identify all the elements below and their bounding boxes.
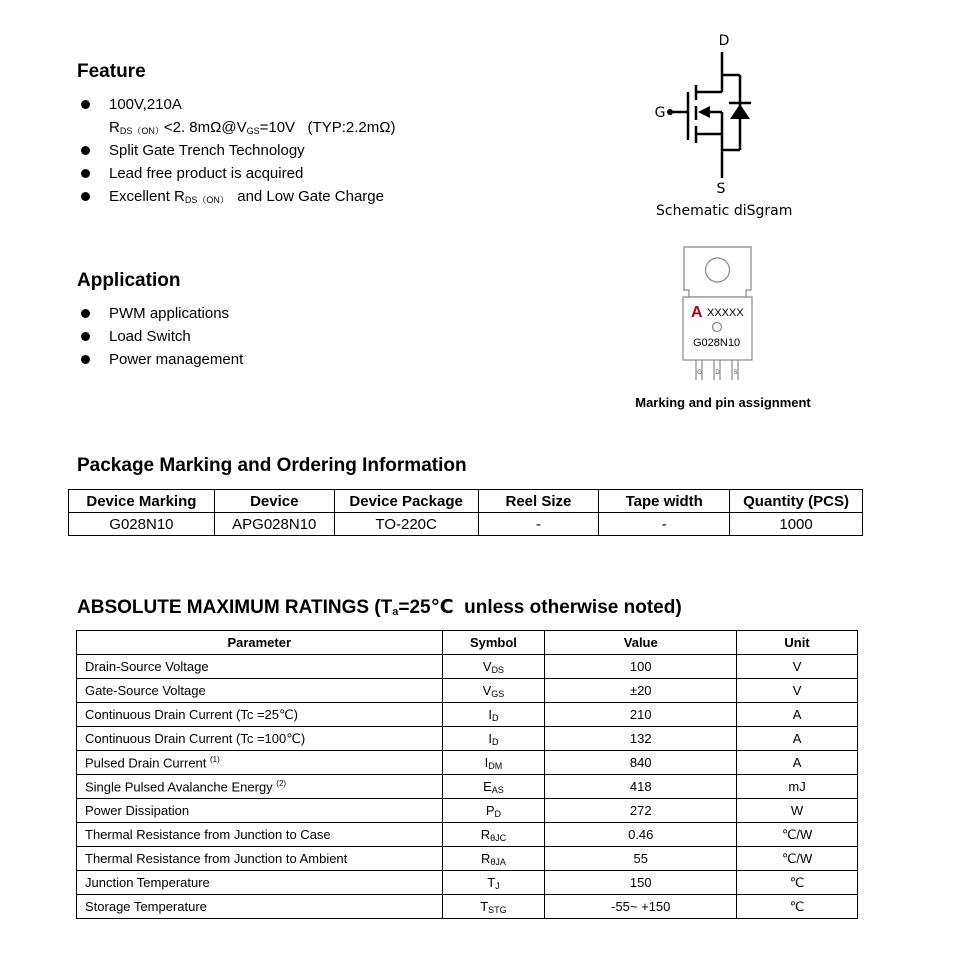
package-drawing [680, 245, 755, 385]
ratings-header: Unit [737, 631, 858, 655]
value-cell: 150 [545, 871, 737, 895]
drain-label: D [718, 33, 730, 49]
feature-item: Split Gate Trench Technology [77, 139, 395, 162]
application-item: Power management [77, 348, 243, 371]
ordering-cell: 1000 [730, 513, 863, 536]
param-cell: Single Pulsed Avalanche Energy $^{(2)}$ [77, 775, 443, 799]
gate-label: G [654, 105, 666, 121]
ordering-header: Device [214, 490, 334, 513]
symbol-cell: ID [442, 727, 545, 751]
symbol-cell: PD [442, 799, 545, 823]
ratings-row [77, 775, 858, 799]
ratings-row [77, 823, 858, 847]
pin-label-d: D [715, 370, 720, 376]
feature-title: Feature [77, 61, 146, 82]
unit-cell: mJ [737, 775, 858, 799]
package-part: G028N10 [693, 337, 741, 349]
pin-label-s: S [733, 370, 738, 376]
unit-cell: ℃/W [737, 847, 858, 871]
ratings-header-row [77, 631, 858, 655]
unit-cell: A [737, 727, 858, 751]
symbol-cell: TJ [442, 871, 545, 895]
unit-cell: ℃ [737, 871, 858, 895]
symbol-cell: VDS [442, 655, 545, 679]
ratings-header: Parameter [77, 631, 443, 655]
value-cell: 100 [545, 655, 737, 679]
symbol-cell: IDM [442, 751, 545, 775]
brand-logo: A [691, 304, 703, 321]
ordering-row [69, 513, 863, 536]
ordering-cell: G028N10 [69, 513, 215, 536]
symbol-cell: EAS [442, 775, 545, 799]
unit-cell: W [737, 799, 858, 823]
mosfet-schematic-icon [640, 30, 810, 200]
ordering-table [68, 489, 863, 536]
param-cell: Gate-Source Voltage [77, 679, 443, 703]
value-cell: ±20 [545, 679, 737, 703]
schematic-diagram [640, 30, 810, 225]
param-cell: Storage Temperature [77, 895, 443, 919]
unit-cell: ℃/W [737, 823, 858, 847]
ratings-table [76, 630, 858, 919]
ordering-cell: - [478, 513, 599, 536]
ordering-title: Package Marking and Ordering Information [77, 455, 467, 476]
symbol-cell: RθJC [442, 823, 545, 847]
ratings-row [77, 655, 858, 679]
symbol-cell: VGS [442, 679, 545, 703]
value-cell: 55 [545, 847, 737, 871]
symbol-cell: RθJA [442, 847, 545, 871]
unit-cell: V [737, 679, 858, 703]
feature-item-rds: $R_{DS(ON)}<2$. $8m\Omega@V_{GS}=10V$ (TYP:2.2mΩ) [109, 119, 396, 136]
application-title: Application [77, 270, 181, 291]
param-cell: Power Dissipation [77, 799, 443, 823]
unit-cell: A [737, 703, 858, 727]
feature-item: Excellent $R_{DS(ON)}$ and Low Gate Charge [77, 185, 395, 208]
source-label: S [716, 181, 726, 197]
ratings-header: Value [545, 631, 737, 655]
value-cell: 210 [545, 703, 737, 727]
param-note: (2) [276, 778, 287, 788]
param-note: (1) [210, 754, 220, 764]
feature-item: Lead free product is acquired [77, 162, 395, 185]
schematic-caption: Schematic diSgram [656, 203, 793, 219]
param-cell: Continuous Drain Current (Tc =25℃) [77, 703, 443, 727]
param-cell: Drain-Source Voltage [77, 655, 443, 679]
ordering-cell: - [599, 513, 730, 536]
package-code: XXXXX [707, 307, 744, 319]
value-cell: 272 [545, 799, 737, 823]
symbol-cell: TSTG [442, 895, 545, 919]
feature-section [77, 61, 395, 208]
value-cell: 418 [545, 775, 737, 799]
ratings-row [77, 679, 858, 703]
ordering-header: Device Package [334, 490, 478, 513]
ordering-header: Tape width [599, 490, 730, 513]
unit-cell: V [737, 655, 858, 679]
application-section [77, 270, 243, 371]
ratings-row [77, 847, 858, 871]
ratings-title: ABSOLUTE MAXIMUM RATINGS (Ta=25℃ unless otherwise noted) [77, 597, 682, 618]
value-cell: -55~ +150 [545, 895, 737, 919]
symbol-cell: ID [442, 703, 545, 727]
value-cell: 0.46 [545, 823, 737, 847]
ratings-row [77, 703, 858, 727]
unit-cell: A [737, 751, 858, 775]
param-cell: Thermal Resistance from Junction to Case [77, 823, 443, 847]
param-cell: Thermal Resistance from Junction to Ambient [77, 847, 443, 871]
ordering-header: Device Marking [69, 490, 215, 513]
ordering-cell: APG028N10 [214, 513, 334, 536]
ratings-row [77, 727, 858, 751]
package-caption: Marking and pin assignment [635, 395, 811, 410]
param-cell: Pulsed Drain Current $^{(1)}$ [77, 751, 443, 775]
ratings-header: Symbol [442, 631, 545, 655]
ordering-header: Reel Size [478, 490, 599, 513]
application-item: Load Switch [77, 325, 243, 348]
feature-item: 100V,210A [77, 93, 395, 116]
value-cell: 840 [545, 751, 737, 775]
ratings-row [77, 799, 858, 823]
pin-label-g: G [697, 370, 702, 376]
ratings-row [77, 751, 858, 775]
ratings-row [77, 871, 858, 895]
feature-list [77, 93, 395, 208]
application-item: PWM applications [77, 302, 243, 325]
application-list [77, 302, 243, 371]
ordering-cell: TO-220C [334, 513, 478, 536]
ratings-row [77, 895, 858, 919]
ordering-header: Quantity (PCS) [730, 490, 863, 513]
param-cell: Continuous Drain Current (Tc =100℃) [77, 727, 443, 751]
param-cell: Junction Temperature [77, 871, 443, 895]
ordering-header-row [69, 490, 863, 513]
unit-cell: ℃ [737, 895, 858, 919]
value-cell: 132 [545, 727, 737, 751]
